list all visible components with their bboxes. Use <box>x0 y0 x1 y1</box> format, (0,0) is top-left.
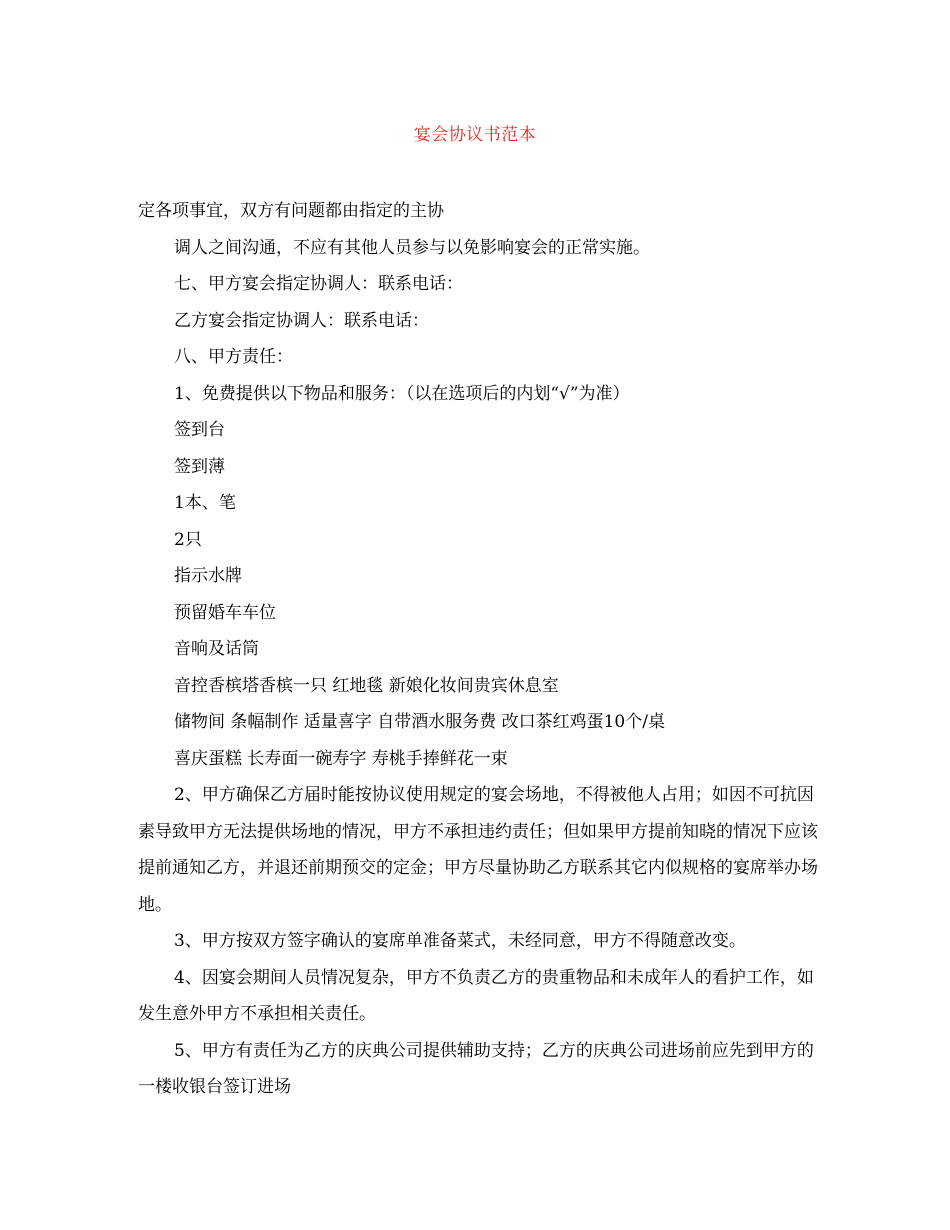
paragraph: 乙方宴会指定协调人：联系电话： <box>174 310 429 331</box>
list-item: 喜庆蛋糕 长寿面一碗寿字 寿桃手捧鲜花一束 <box>174 748 508 769</box>
list-item: 签到薄 <box>174 456 225 477</box>
paragraph: 七、甲方宴会指定协调人：联系电话： <box>174 274 463 294</box>
list-item: 2只 <box>174 529 202 550</box>
paragraph: 1、免费提供以下物品和服务：（以在选项后的内划“√”为准） <box>174 383 630 404</box>
list-item: 储物间 条幅制作 适量喜字 自带酒水服务费 改口茶红鸡蛋10个/桌 <box>174 712 665 732</box>
list-item: 签到台 <box>174 420 225 440</box>
paragraph: 3、甲方按双方签字确认的宴席单准备菜式，未经同意，甲方不得随意改变。 <box>174 931 746 951</box>
document-title: 宴会协议书范本 <box>413 125 537 145</box>
paragraph: 定各项事宜，双方有问题都由指定的主协 <box>138 201 444 221</box>
list-item: 1本、笔 <box>174 493 236 513</box>
list-item: 指示水牌 <box>174 566 242 586</box>
paragraph: 4、因宴会期间人员情况复杂，甲方不负责乙方的贵重物品和未成年人的看护工作，如发生意外甲方不承担相关责任。 <box>138 967 814 1024</box>
paragraph: 调人之间沟通，不应有其他人员参与以免影响宴会的正常实施。 <box>174 237 650 258</box>
paragraph: 2、甲方确保乙方届时能按协议使用规定的宴会场地，不得被他人占用；如因不可抗因素导致甲方无法提供场地的情况，甲方不承担违约责任；但如果甲方提前知晓的情况下应该提前通知乙方，并退还前期预交的定金；甲方尽量协助乙方联系其它内似规格的宴席举办场地。 <box>138 785 818 915</box>
document-body <box>138 193 818 1106</box>
list-item: 音控香槟塔香槟一只 红地毯 新娘化妆间贵宾休息室 <box>174 675 559 696</box>
list-item: 预留婚车车位 <box>174 602 276 623</box>
paragraph: 5、甲方有责任为乙方的庆典公司提供辅助支持；乙方的庆典公司进场前应先到甲方的一楼收银台签订进场 <box>138 1040 814 1097</box>
list-item: 音响及话筒 <box>174 639 259 659</box>
paragraph: 八、甲方责任： <box>174 347 293 367</box>
